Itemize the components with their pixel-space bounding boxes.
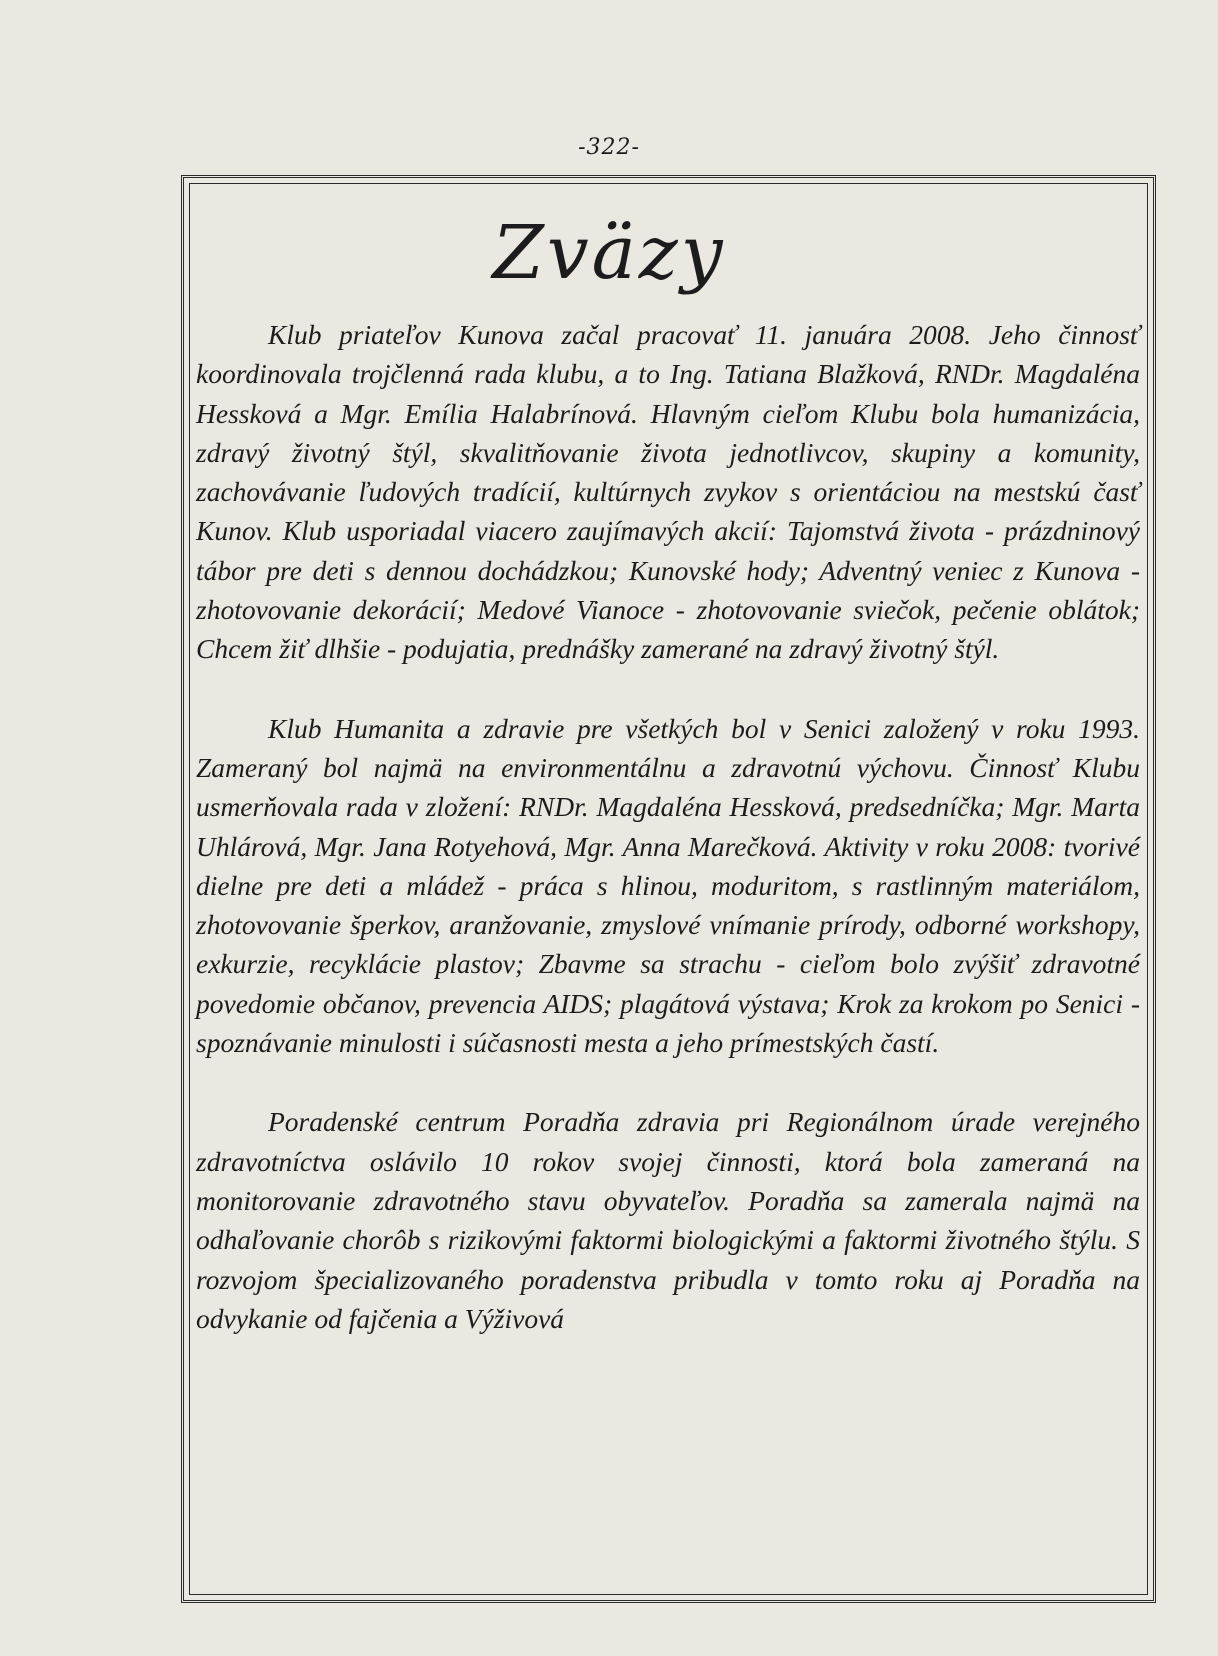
paragraph-club-humanita: Klub Humanita a zdravie pre všetkých bol v Senici založený v roku 1993. Zameraný bol najmä na environmentálnu a zdravotnú výchovu. Činnosť Klubu usmerňovala rada v zložení: RNDr. Magdaléna Hessková, predsedníčka; Mgr. Marta Uhlárová, Mgr. Jana Rotyehová, Mgr. Anna Marečková. Aktivity v roku 2008: tvorivé dielne pre deti a mládež - práca s hlinou, moduritom, s rastlinným materiálom, zhotovovanie šperkov, aranžovanie, zmyslové vnímanie prírody, odborné workshopy, exkurzie, recyklácie plastov; Zbavme sa strachu - cieľom bolo zvýšiť zdravotné povedomie občanov, prevencia AIDS; plagátová výstava; Krok za krokom po Senici - spoznávanie minulosti i súčasnosti mesta a jeho prímestských častí. — [196, 712, 1140, 1059]
paragraph-club-kunov: Klub priateľov Kunova začal pracovať 11. januára 2008. Jeho činnosť koordinovala trojčlenná rada klubu, a to Ing. Tatiana Blažková, RNDr. Magdaléna Hessková a Mgr. Emília Halabrínová. Hlavným cieľom Klubu bola humanizácia, zdravý životný štýl, skvalitňovanie života jednotlivcov, skupiny a komunity, zachovávanie ľudových tradícií, kultúrnych zvykov s orientáciou na mestskú časť Kunov. Klub usporiadal viacero zaujímavých akcií: Tajomstvá života - prázdninový tábor pre deti s dennou dochádzkou; Kunovské hody; Adventný veniec z Kunova - zhotovovanie dekorácií; Medové Vianoce - zhotovovanie sviečok, pečenie oblátok; Chcem žiť dlhšie - podujatia, prednášky zamerané na zdravý životný štýl. — [196, 319, 1140, 665]
page-title: Zväzy — [492, 210, 726, 296]
page-number: -322- — [578, 135, 640, 160]
paragraph-poradna-zdravia: Poradenské centrum Poradňa zdravia pri Regionálnom úrade verejného zdravotníctva oslávilo 10 rokov svojej činnosti, ktorá bola zameraná na monitorovanie zdravotného stavu obyvateľov. Poradňa sa zamerala najmä na odhaľovanie chorôb s rizikovými faktormi biologickými a faktormi životného štýlu. S rozvojom špecializovaného poradenstva pribudla v tomto roku aj Poradňa na odvykanie od fajčenia a Výživová — [196, 1106, 1140, 1334]
handwritten-text — [196, 315, 1140, 1338]
